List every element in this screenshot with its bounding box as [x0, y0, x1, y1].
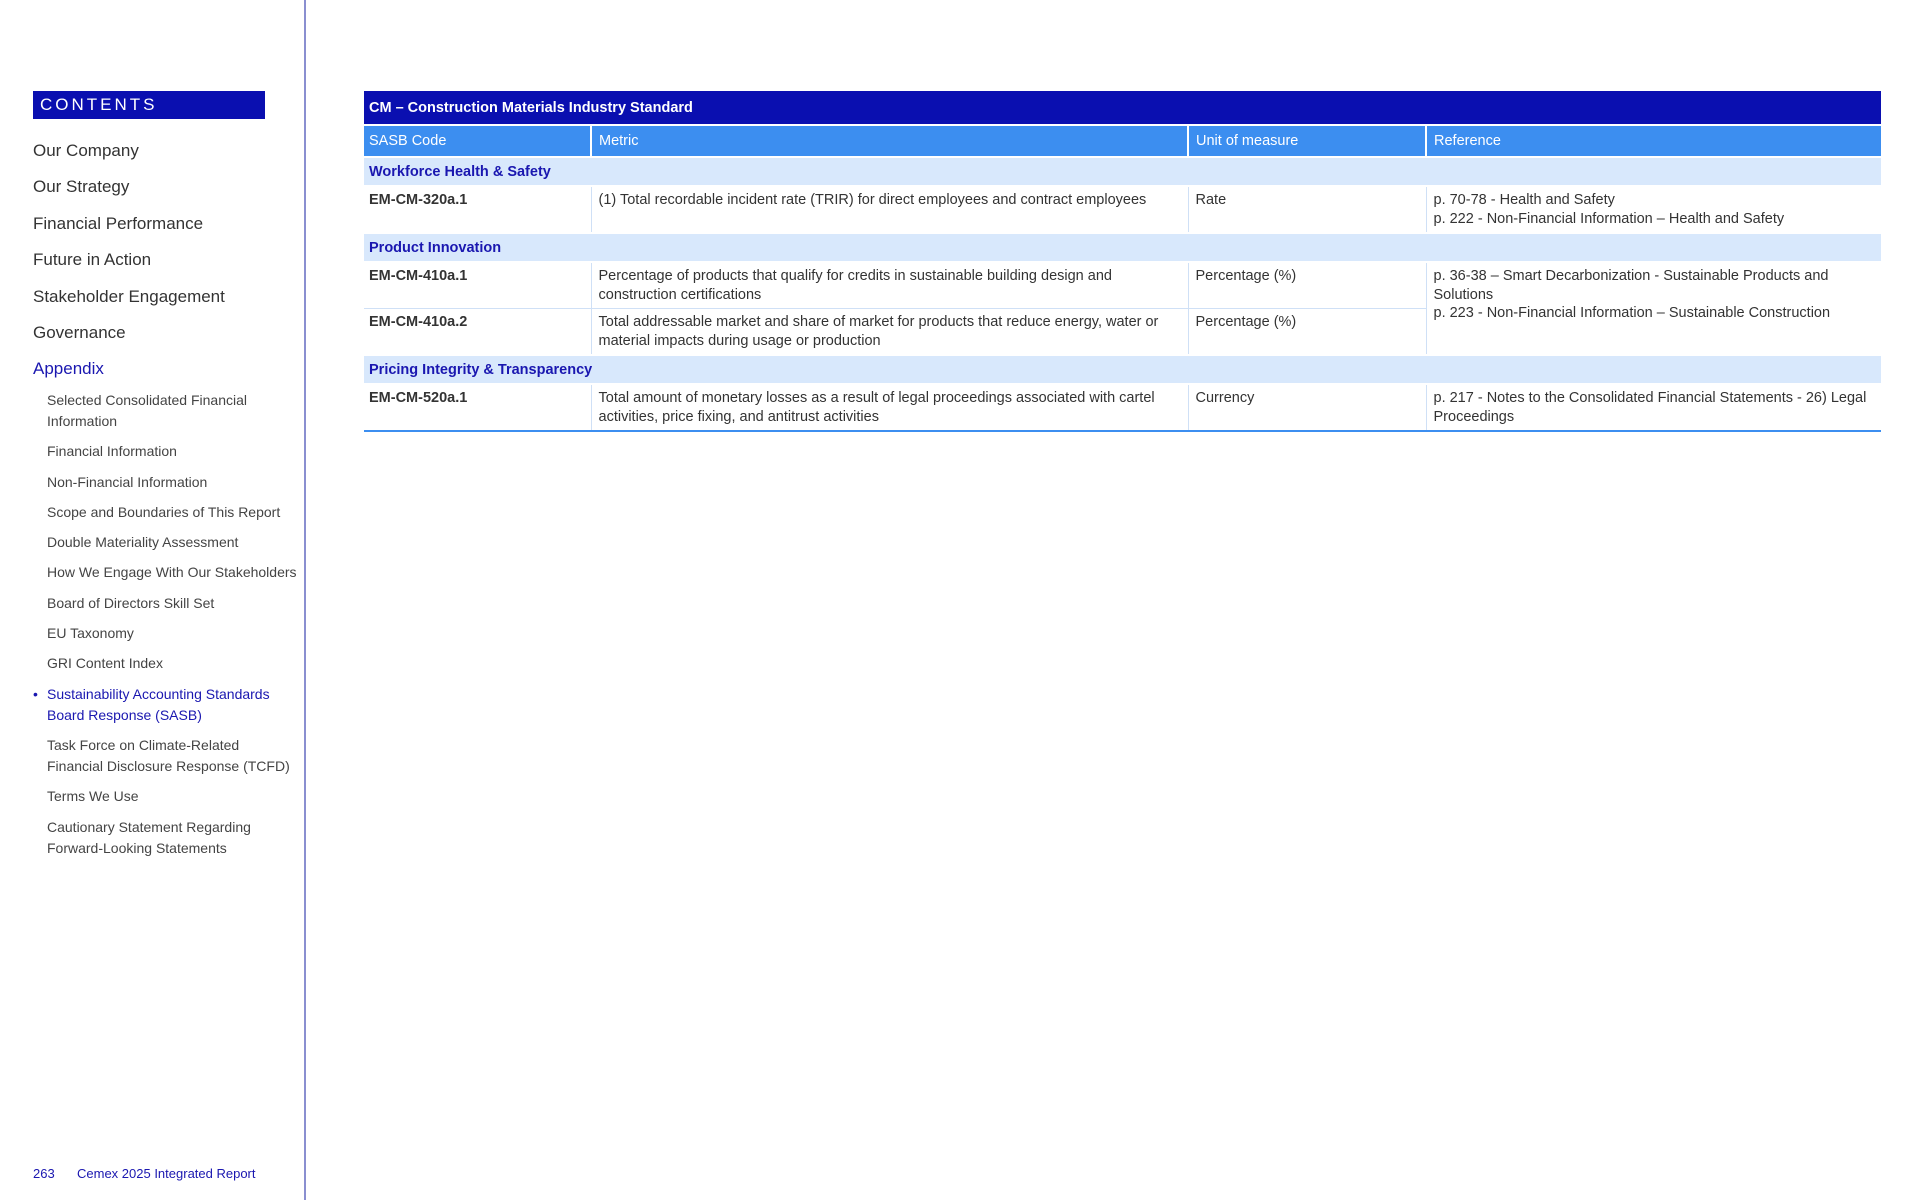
reference	[1426, 384, 1881, 430]
contents-header: CONTENTS	[33, 91, 265, 119]
table-row	[364, 384, 1881, 430]
subnav-item-non-financial-information[interactable]: Non-Financial Information	[47, 473, 208, 490]
table-header-row	[364, 126, 1881, 157]
unit: Percentage (%)	[1188, 262, 1426, 309]
nav-item-future-in-action[interactable]: Future in Action	[33, 250, 152, 270]
header-metric: Metric	[591, 126, 1188, 157]
table-title: CM – Construction Materials Industry Standard	[364, 91, 1881, 126]
header-unit: Unit of measure	[1188, 126, 1426, 157]
sasb-code: EM-CM-520a.1	[369, 390, 468, 406]
sasb-code: EM-CM-410a.2	[369, 314, 468, 330]
sub-nav	[33, 390, 297, 868]
subnav-item-cautionary-statement[interactable]: Cautionary Statement Regarding Forward-Looking Statements	[47, 818, 251, 856]
metric: Total addressable market and share of market for products that reduce energy, water or material impacts during usage or production	[591, 309, 1188, 356]
reference	[1426, 262, 1881, 355]
section-label: Product Innovation	[364, 233, 1881, 262]
section-row	[364, 157, 1881, 186]
unit: Percentage (%)	[1188, 309, 1426, 356]
table-bottom-rule	[364, 430, 1881, 432]
table-row	[364, 262, 1881, 309]
subnav-item-sasb-label: Sustainability Accounting Standards Board Response (SASB)	[47, 685, 270, 723]
report-title: Cemex 2025 Integrated Report	[77, 1166, 256, 1181]
sidebar	[0, 0, 304, 1200]
section-label: Workforce Health & Safety	[364, 157, 1881, 186]
subnav-item-financial-information[interactable]: Financial Information	[47, 443, 177, 460]
reference-line: p. 222 - Non-Financial Information – Health and Safety	[1433, 210, 1785, 227]
main-nav	[33, 136, 225, 391]
unit: Currency	[1188, 384, 1426, 430]
subnav-item-board-skill-set[interactable]: Board of Directors Skill Set	[47, 594, 215, 611]
subnav-item-terms-we-use[interactable]: Terms We Use	[47, 788, 139, 805]
section-row	[364, 355, 1881, 384]
section-row	[364, 233, 1881, 262]
subnav-item-tcfd[interactable]: Task Force on Climate-Related Financial Disclosure Response (TCFD)	[47, 736, 290, 774]
metric: (1) Total recordable incident rate (TRIR) for direct employees and contract employees	[591, 186, 1188, 233]
sidebar-divider	[304, 0, 306, 1200]
nav-item-stakeholder-engagement[interactable]: Stakeholder Engagement	[33, 286, 225, 306]
table-row	[364, 186, 1881, 233]
unit: Rate	[1188, 186, 1426, 233]
reference-line: p. 217 - Notes to the Consolidated Financial Statements - 26) Legal Proceedings	[1433, 390, 1867, 425]
reference-line: p. 70-78 - Health and Safety	[1433, 192, 1615, 208]
subnav-item-sasb[interactable]	[33, 684, 297, 726]
nav-item-our-strategy[interactable]: Our Strategy	[33, 177, 130, 197]
reference-line: p. 36-38 – Smart Decarbonization - Sustainable Products and Solutions	[1433, 268, 1829, 303]
data-table	[364, 126, 1881, 430]
nav-item-appendix[interactable]: Appendix	[33, 359, 104, 379]
subnav-item-eu-taxonomy[interactable]: EU Taxonomy	[47, 625, 134, 642]
subnav-item-double-materiality-assessment[interactable]: Double Materiality Assessment	[47, 534, 239, 551]
subnav-item-how-we-engage[interactable]: How We Engage With Our Stakeholders	[47, 564, 297, 581]
page-number: 263	[33, 1166, 55, 1181]
nav-item-our-company[interactable]: Our Company	[33, 141, 139, 160]
reference-line: p. 223 - Non-Financial Information – Sustainable Construction	[1433, 305, 1831, 321]
subnav-item-selected-consolidated-financial-information[interactable]: Selected Consolidated Financial Information	[47, 392, 248, 429]
metric: Percentage of products that qualify for credits in sustainable building design and construction certifications	[591, 262, 1188, 309]
section-label: Pricing Integrity & Transparency	[364, 355, 1881, 384]
sasb-table	[364, 91, 1881, 432]
active-bullet-icon: •	[33, 685, 38, 702]
header-reference: Reference	[1426, 126, 1881, 157]
sasb-code: EM-CM-320a.1	[369, 192, 468, 208]
subnav-item-scope-and-boundaries[interactable]: Scope and Boundaries of This Report	[47, 503, 281, 520]
reference	[1426, 186, 1881, 233]
sasb-code: EM-CM-410a.1	[364, 262, 591, 309]
metric: Total amount of monetary losses as a result of legal proceedings associated with cartel activities, price fixing, and antitrust activities	[591, 384, 1188, 430]
subnav-item-gri-content-index[interactable]: GRI Content Index	[47, 655, 163, 672]
nav-item-governance[interactable]: Governance	[33, 322, 126, 342]
nav-item-financial-performance[interactable]: Financial Performance	[33, 213, 204, 233]
header-sasb-code: SASB Code	[364, 126, 591, 157]
